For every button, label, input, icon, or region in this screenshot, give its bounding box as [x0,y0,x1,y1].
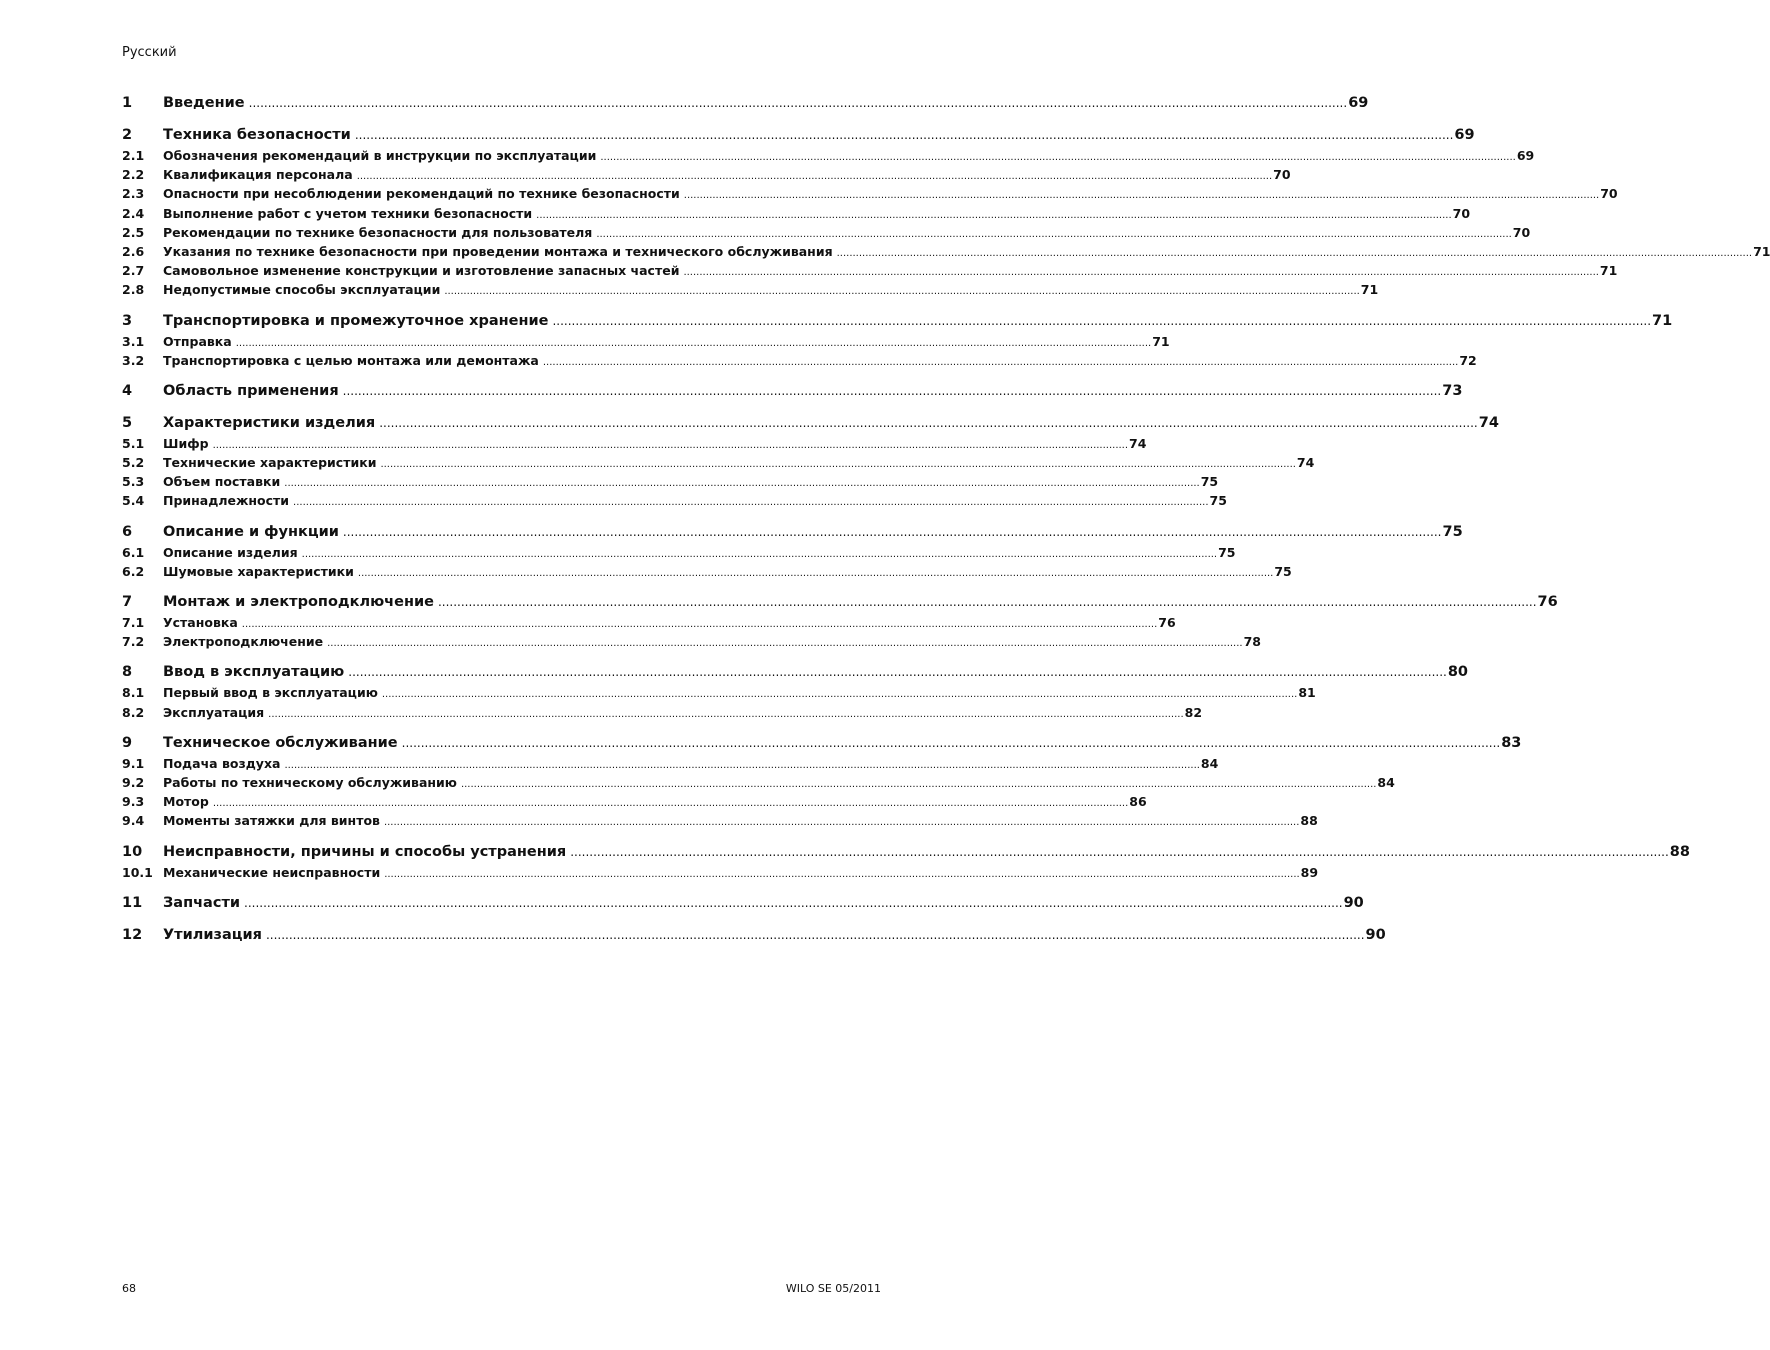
toc-page-number: 75 [1442,523,1463,540]
toc-page-number: 89 [1300,864,1319,880]
toc-title: Отправка [163,333,232,349]
toc-subentry[interactable] [122,703,1203,722]
toc-number: 2.4 [122,205,145,221]
toc-title: Недопустимые способы эксплуатации [163,282,441,298]
toc-page-number: 70 [1600,186,1618,202]
toc-number: 10.1 [122,864,153,880]
dot-leader [683,261,1598,282]
toc-title: Транспортировка и промежуточное хранение [163,312,549,329]
toc-page-number: 88 [1300,813,1318,829]
toc-page-number: 75 [1218,544,1236,560]
toc-title: Шумовые характеристики [163,563,354,579]
toc-entry[interactable] [122,124,1475,146]
toc-page-number: 71 [1599,263,1618,279]
dot-leader [284,472,1199,493]
toc-entry[interactable] [122,661,1469,683]
toc-subentry[interactable] [122,223,1531,242]
toc-subentry[interactable] [122,683,1316,702]
toc-page-number: 76 [1537,594,1558,610]
toc-page-number: 82 [1184,704,1203,720]
toc-title: Опасности при несоблюдении рекомендаций по технике безопасности [163,186,680,202]
toc-section [122,412,1499,511]
toc-title: Рекомендации по технике безопасности для пользователя [163,224,593,240]
toc-subentry[interactable] [122,165,1291,184]
dot-leader [596,223,1511,244]
toc-number: 3.2 [122,352,145,368]
toc-section [122,591,1558,651]
toc-section [122,124,1770,300]
toc-page-number: 69 [1454,127,1475,143]
toc-entry[interactable] [122,924,1386,946]
toc-title: Ввод в эксплуатацию [163,664,345,681]
toc-page-number: 88 [1669,843,1690,860]
dot-leader [293,491,1208,512]
toc-title: Техническое обслуживание [163,734,398,751]
toc-title: Принадлежности [163,493,290,509]
dot-leader [249,92,1348,114]
toc-title: Подача воздуха [163,755,281,771]
toc-subentry[interactable] [122,184,1618,203]
toc-title: Квалификация персонала [163,167,353,183]
toc-subentry[interactable] [122,351,1477,370]
toc-number: 3 [122,312,133,329]
toc-title: Описание и функции [163,523,339,540]
toc-subentry[interactable] [122,491,1227,510]
toc-page-number: 74 [1296,455,1315,471]
dot-leader [213,792,1128,813]
toc-page-number: 71 [1652,312,1673,329]
toc-subentry[interactable] [122,472,1219,491]
toc-title: Утилизация [163,926,262,943]
dot-leader [384,863,1299,884]
toc-number: 5.4 [122,493,145,509]
dot-leader [343,521,1442,543]
toc-subentry[interactable] [122,261,1618,280]
toc-subentry[interactable] [122,754,1219,773]
toc-number: 6.1 [122,544,145,560]
toc-entry[interactable] [122,521,1463,543]
toc-section [122,521,1463,581]
toc-section [122,380,1463,402]
table-of-contents [122,92,1770,956]
toc-section [122,661,1469,721]
toc-number: 1 [122,95,133,111]
toc-title: Транспортировка с целью монтажа или демонтажа [163,352,539,368]
dot-leader [379,412,1478,434]
dot-leader [600,146,1515,167]
dot-leader [536,204,1451,225]
toc-page-number: 90 [1343,894,1364,911]
dot-leader [284,754,1199,775]
toc-title: Объем поставки [163,474,281,490]
toc-number: 7.1 [122,615,145,630]
toc-page-number: 75 [1200,474,1219,490]
toc-page-number: 86 [1129,794,1147,810]
toc-subentry[interactable] [122,792,1147,811]
toc-number: 5.1 [122,435,145,451]
toc-section [122,310,1673,370]
dot-leader [327,632,1242,653]
dot-leader [402,732,1501,754]
toc-title: Запчасти [163,894,241,911]
toc-section [122,924,1386,946]
toc-page-number: 71 [1753,243,1770,259]
toc-number: 5.3 [122,474,145,490]
toc-title: Монтаж и электроподключение [163,594,434,610]
toc-entry[interactable] [122,310,1673,332]
dot-leader [213,434,1128,455]
dot-leader [236,332,1151,353]
toc-subentry[interactable] [122,773,1395,792]
dot-leader [343,380,1442,402]
toc-number: 3.1 [122,333,145,349]
toc-number: 6 [122,523,133,540]
toc-title: Технические характеристики [163,455,377,471]
toc-title: Техника безопасности [163,127,351,143]
dot-leader [552,310,1651,332]
dot-leader [358,562,1273,583]
toc-page-number: 69 [1516,148,1535,163]
toc-page-number: 81 [1298,685,1316,701]
toc-section [122,892,1364,914]
dot-leader [384,811,1299,832]
dot-leader [244,892,1343,914]
toc-subentry[interactable] [122,434,1147,453]
dot-leader [302,543,1217,564]
toc-entry[interactable] [122,380,1463,402]
toc-subentry[interactable] [122,204,1471,223]
toc-title: Механические неисправности [163,864,381,880]
toc-number: 2 [122,127,133,143]
footer-page-number: 68 [122,1282,136,1295]
toc-page-number: 70 [1452,205,1471,221]
toc-subentry[interactable] [122,562,1292,581]
toc-number: 9 [122,734,133,751]
toc-page-number: 84 [1377,774,1395,790]
toc-subentry[interactable] [122,613,1176,632]
toc-page-number: 80 [1447,664,1469,681]
toc-page-number: 84 [1200,755,1219,771]
toc-number: 2.2 [122,167,145,183]
toc-title: Описание изделия [163,544,298,560]
dot-leader [543,351,1458,372]
toc-page-number: 71 [1360,282,1379,298]
toc-section [122,732,1522,831]
toc-number: 7.2 [122,634,145,650]
dot-leader [461,773,1376,794]
toc-title: Выполнение работ с учетом техники безопасности [163,205,533,221]
dot-leader [266,924,1365,946]
toc-page-number: 72 [1459,352,1477,368]
page-header-language: Русский [122,45,177,60]
toc-number: 9.3 [122,794,145,810]
toc-page-number: 73 [1442,382,1463,399]
toc-number: 7 [122,594,133,610]
toc-number: 8 [122,664,133,681]
toc-section [122,841,1690,882]
toc-page-number: 70 [1273,167,1291,183]
dot-leader [570,841,1669,863]
toc-subentry[interactable] [122,863,1319,882]
toc-subentry[interactable] [122,280,1379,299]
toc-title: Введение [163,95,245,111]
toc-number: 6.2 [122,563,145,579]
toc-page-number: 90 [1365,926,1386,943]
toc-subentry[interactable] [122,811,1318,830]
dot-leader [355,124,1454,146]
toc-title: Эксплуатация [163,704,265,720]
toc-page-number: 78 [1243,634,1261,650]
footer-publisher: WILO SE 05/2011 [785,1282,881,1295]
toc-title: Шифр [163,435,209,451]
toc-subentry[interactable] [122,146,1535,165]
toc-entry[interactable] [122,732,1522,754]
toc-title: Электроподключение [163,634,324,650]
toc-page-number: 74 [1478,414,1499,431]
toc-page-number: 83 [1501,734,1522,751]
toc-title: Неисправности, причины и способы устранения [163,843,567,860]
toc-entry[interactable] [122,92,1369,114]
toc-page-number: 75 [1274,563,1292,579]
toc-title: Моменты затяжки для винтов [163,813,380,829]
dot-leader [348,661,1447,683]
toc-title: Работы по техническому обслуживанию [163,774,457,790]
toc-number: 2.8 [122,282,145,298]
toc-subentry[interactable] [122,543,1236,562]
toc-entry[interactable] [122,591,1558,613]
toc-section [122,92,1369,114]
toc-number: 9.4 [122,813,145,829]
toc-title: Обозначения рекомендаций в инструкции по эксплуатации [163,148,597,163]
toc-page-number: 69 [1348,95,1369,111]
toc-title: Область применения [163,382,339,399]
toc-number: 5 [122,414,133,431]
toc-title: Характеристики изделия [163,414,376,431]
toc-entry[interactable] [122,892,1364,914]
dot-leader [684,184,1599,205]
toc-title: Указания по технике безопасности при проведении монтажа и технического обслуживания [163,243,833,259]
toc-page-number: 76 [1158,615,1176,630]
toc-number: 4 [122,382,133,399]
toc-title: Установка [163,615,238,630]
toc-number: 2.6 [122,243,145,259]
toc-entry[interactable] [122,412,1499,434]
toc-subentry[interactable] [122,332,1170,351]
toc-number: 2.5 [122,224,145,240]
dot-leader [382,683,1297,704]
toc-number: 12 [122,926,143,943]
toc-page-number: 74 [1129,435,1147,451]
dot-leader [242,613,1157,634]
toc-title: Самовольное изменение конструкции и изготовление запасных частей [163,263,680,279]
toc-number: 11 [122,894,143,911]
toc-number: 9.2 [122,774,145,790]
toc-subentry[interactable] [122,632,1261,651]
dot-leader [380,453,1295,474]
toc-title: Первый ввод в эксплуатацию [163,685,378,701]
dot-leader [357,165,1272,186]
toc-number: 8.2 [122,704,145,720]
toc-subentry[interactable] [122,242,1770,261]
toc-number: 9.1 [122,755,145,771]
dot-leader [837,242,1752,263]
dot-leader [444,280,1359,301]
toc-number: 5.2 [122,455,145,471]
toc-subentry[interactable] [122,453,1315,472]
toc-number: 2.3 [122,186,145,202]
toc-page-number: 71 [1152,333,1170,349]
dot-leader [268,703,1183,724]
toc-number: 10 [122,843,143,860]
toc-number: 2.7 [122,263,145,279]
dot-leader [438,591,1537,613]
toc-title: Мотор [163,794,209,810]
toc-entry[interactable] [122,841,1690,863]
toc-number: 2.1 [122,148,145,163]
toc-page-number: 75 [1209,493,1227,509]
toc-page-number: 70 [1512,224,1531,240]
toc-number: 8.1 [122,685,145,701]
